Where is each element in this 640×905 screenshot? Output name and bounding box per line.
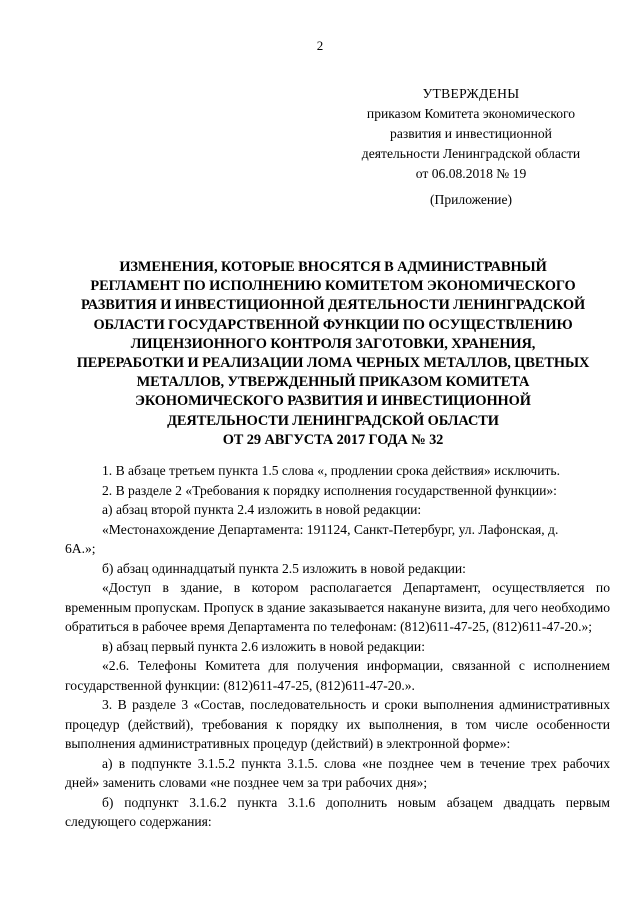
paragraph: 3. В разделе 3 «Состав, последовательность и сроки выполнения административных процедур (действий), требования к порядку их выполнения, в том числе особенности выполнения административных процедур (действий) в электронной форме»: xyxy=(65,697,610,751)
title-line: ПЕРЕРАБОТКИ И РЕАЛИЗАЦИИ ЛОМА ЧЕРНЫХ МЕТАЛЛОВ, ЦВЕТНЫХ xyxy=(76,355,590,372)
approval-line: деятельности Ленинградской области xyxy=(361,146,581,161)
paragraph: «Местонахождение Департамента: 191124, Санкт-Петербург, ул. Лафонская, д. xyxy=(102,521,559,537)
title-line: ЭКОНОМИЧЕСКОГО РАЗВИТИЯ И ИНВЕСТИЦИОННОЙ xyxy=(135,393,531,410)
page-number: 2 xyxy=(316,38,324,53)
paragraph: а) в подпункте 3.1.5.2 пункта 3.1.5. слова «не позднее чем в течение трех рабочих дней» заменить словами «не позднее чем за три рабочих дня»; xyxy=(65,755,610,790)
approval-line: развития и инвестиционной xyxy=(390,126,552,141)
paragraph: в) абзац первый пункта 2.6 изложить в новой редакции: xyxy=(102,638,425,654)
paragraph: 1. В абзаце третьем пункта 1.5 слова «, продлении срока действия» исключить. xyxy=(102,463,561,478)
title-line: ИЗМЕНЕНИЯ, КОТОРЫЕ ВНОСЯТСЯ В АДМИНИСТРАВНЫЙ xyxy=(119,259,547,275)
paragraph: б) подпункт 3.1.6.2 пункта 3.1.6 дополнить новым абзацем двадцать первым следующего содержания: xyxy=(65,794,610,829)
document-title xyxy=(52,258,614,450)
appendix-label: (Приложение) xyxy=(430,192,513,207)
title-line: ЛИЦЕНЗИОННОГО КОНТРОЛЯ ЗАГОТОВКИ, ХРАНЕНИЯ, xyxy=(130,335,536,352)
title-line: ОБЛАСТИ ГОСУДАРСТВЕННОЙ ФУНКЦИИ ПО ОСУЩЕСТВЛЕНИЮ xyxy=(93,316,573,333)
approval-heading: УТВЕРЖДЕНЫ xyxy=(422,86,520,101)
paragraph: «2.6. Телефоны Комитета для получения информации, связанной с исполнением государственной функции: (812)611-47-25, (812)611-47-20.». xyxy=(65,658,610,693)
paragraph: «Доступ в здание, в котором располагается Департамент, осуществляется по временным пропускам. Пропуск в здание заказывается накануне визита, для чего необходимо обратиться в рабочее время Департамента по телефонам: (812)611-47-25, (812)611-47-20.»; xyxy=(65,580,610,634)
approval-stamp xyxy=(356,84,586,184)
paragraph-continuation: 6А.»; xyxy=(65,541,96,556)
approval-date: от 06.08.2018 № 19 xyxy=(415,166,527,181)
title-line: МЕТАЛЛОВ, УТВЕРЖДЕННЫЙ ПРИКАЗОМ КОМИТЕТА xyxy=(136,374,530,391)
paragraph: б) абзац одиннадцатый пункта 2.5 изложить в новой редакции: xyxy=(102,560,466,576)
title-line: РАЗВИТИЯ И ИНВЕСТИЦИОННОЙ ДЕЯТЕЛЬНОСТИ ЛЕНИНГРАДСКОЙ xyxy=(80,297,586,314)
document-body xyxy=(65,461,610,832)
paragraph: 2. В разделе 2 «Требования к порядку исполнения государственной функции»: xyxy=(102,482,557,498)
paragraph: а) абзац второй пункта 2.4 изложить в новой редакции: xyxy=(102,502,422,517)
title-line: ДЕЯТЕЛЬНОСТИ ЛЕНИНГРАДСКОЙ ОБЛАСТИ xyxy=(167,412,499,429)
title-line: ОТ 29 АВГУСТА 2017 ГОДА № 32 xyxy=(222,431,444,448)
approval-line: приказом Комитета экономического xyxy=(366,106,576,121)
title-line: РЕГЛАМЕНТ ПО ИСПОЛНЕНИЮ КОМИТЕТОМ ЭКОНОМИЧЕСКОГО xyxy=(90,278,576,295)
